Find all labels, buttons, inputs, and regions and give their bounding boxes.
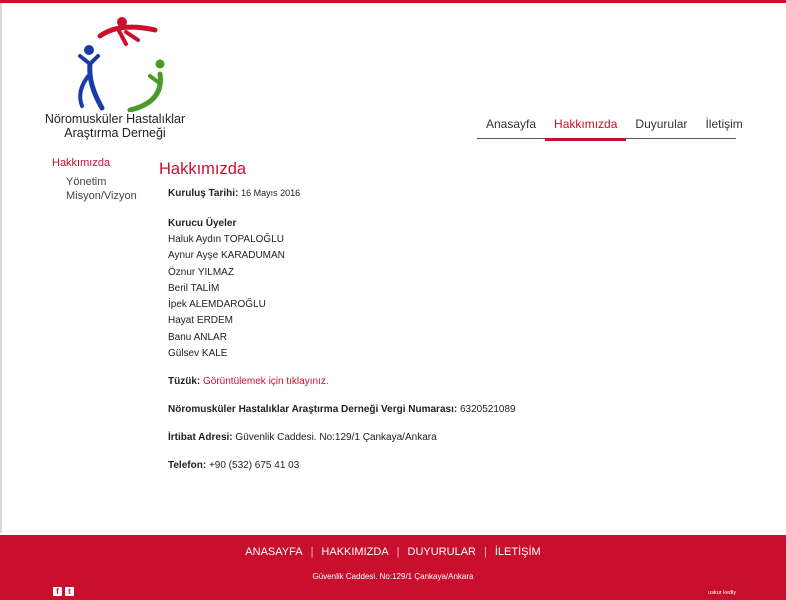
tax-value: 6320521089 [459,404,516,416]
main-nav [477,111,743,139]
designer-credit[interactable]: uskur kedly [708,590,736,596]
founded-label: Kuruluş Tarihi: [168,188,239,199]
founders-heading: Kurucu Üyeler [168,218,237,229]
footer-link-anasayfa[interactable]: ANASAYFA [245,546,303,558]
left-edge-line [0,3,2,533]
logo[interactable] [40,14,190,144]
founder-item: Haluk Aydın TOPALOĞLU [168,234,284,245]
logo-figures-icon [60,14,170,112]
founders-list [168,232,728,362]
founded-value: 16 Mayıs 2016 [241,188,301,198]
founder-item: Gülsev KALE [168,348,228,360]
founder-item: İpek ALEMDAROĞLU [168,299,266,311]
org-name-line1: Nöromusküler Hastalıklar [44,112,186,126]
top-accent-bar [0,0,786,3]
twitter-icon[interactable]: t [65,587,74,596]
bylaws-row [168,374,728,390]
address-row [168,430,728,446]
nav-item-anasayfa[interactable]: Anasayfa [486,117,537,131]
founder-item: Öznur YILMAZ [168,266,234,278]
phone-label: Telefon: [168,460,207,472]
page-title: Hakkımızda [159,160,247,178]
footer-separator: | [483,546,487,558]
footer-link-duyurular[interactable]: DUYURULAR [407,546,476,558]
main-content [168,185,728,474]
tax-label: Nöromusküler Hastalıklar Araştırma Derneği Vergi Numarası: [168,404,458,416]
sidebar-item-misyon-vizyon[interactable]: Misyon/Vizyon [66,190,137,202]
nav-item-duyurular[interactable]: Duyurular [635,117,688,131]
founder-item: Aynur Ayşe KARADUMAN [168,250,285,262]
tax-row [168,402,728,418]
org-name-line2: Araştırma Derneği [64,126,166,140]
sidebar-item-hakkimizda[interactable]: Hakkımızda [52,157,111,169]
footer-link-hakkimizda[interactable]: HAKKIMIZDA [321,546,389,558]
footer-address: Güvenlik Caddesi. No:129/1 Çankaya/Ankara [312,572,474,581]
social-links [53,587,74,596]
bylaws-label: Tüzük: [168,376,201,388]
footer-nav [0,546,786,558]
bylaws-link[interactable]: Görüntülemek için tıklayınız. [203,376,329,388]
founder-item: Beril TALİM [168,282,220,294]
nav-item-iletisim[interactable]: İletişim [705,117,743,131]
footer-link-iletisim[interactable]: İLETİŞİM [494,546,541,558]
phone-row [168,458,728,474]
founder-item: Banu ANLAR [168,331,227,343]
footer-separator: | [396,546,400,558]
founder-item: Hayat ERDEM [168,315,234,327]
phone-value: +90 (532) 675 41 03 [208,460,300,472]
sidebar [52,157,137,203]
sidebar-item-yonetim[interactable]: Yönetim [66,176,107,188]
org-name [40,112,190,140]
address-label: İrtibat Adresi: [168,432,233,444]
facebook-icon[interactable]: f [53,587,62,596]
footer-separator: | [310,546,314,558]
footer [0,535,786,600]
nav-item-hakkimizda[interactable]: Hakkımızda [545,111,626,139]
address-value: Güvenlik Caddesi. No:129/1 Çankaya/Ankara [235,432,437,444]
founded-row [168,185,728,202]
